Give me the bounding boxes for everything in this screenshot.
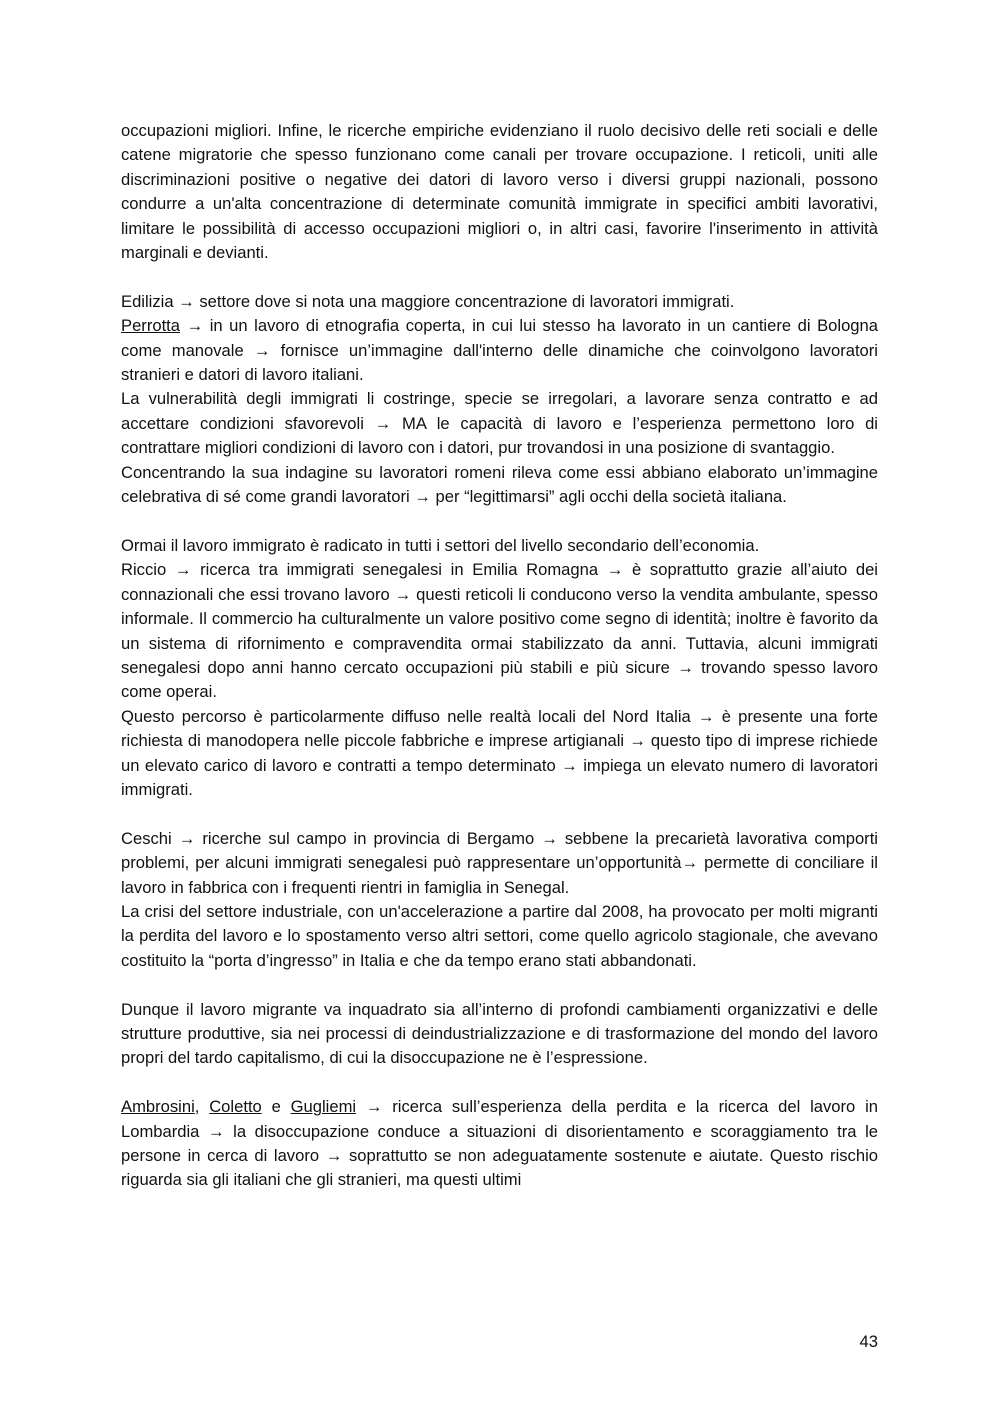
author-separator: , xyxy=(194,1097,210,1117)
paragraph-nord-italia: Questo percorso è particolarmente diffuso nelle realtà locali del Nord Italia → è presente una forte richiesta di manodopera nelle piccole fabbriche e imprese artigianali → questo tipo di imprese richiede un elevato carico di lavoro e contratti a tempo determinato → impiega un elevato numero di lavoratori immigrati. xyxy=(121,706,878,799)
paragraph-spacer xyxy=(121,802,878,826)
paragraph-ambrosini-text: → ricerca sull’esperienza della perdita e la ricerca del lavoro in Lombardia → la disoccupazione conduce a situazioni di disorientamento e scoraggiamento tra le persone in cerca di lavoro → soprattutto se non adeguatamente sostenute e aiutate. Questo rischio riguarda sia gli italiani che gli stranieri, ma questi ultimi xyxy=(121,1097,878,1190)
author-coletto: Coletto xyxy=(209,1097,262,1117)
paragraph-lavoro-migrante: Dunque il lavoro migrante va inquadrato sia all’interno di profondi cambiamenti organizzativi e delle strutture produttive, sia nei processi di deindustrializzazione e di trasformazione del mondo del lavoro propri del tardo capitalismo, di cui la disoccupazione ne è l’espressione. xyxy=(121,999,878,1068)
paragraph-perrotta xyxy=(121,314,878,387)
paragraph-reti-sociali: occupazioni migliori. Infine, le ricerche empiriche evidenziano il ruolo decisivo delle reti sociali e delle catene migratorie che spesso funzionano come canali per trovare occupazione. I reticoli, uniti alle discriminazioni positive o negative dei datori di lavoro verso i diversi gruppi nazionali, possono condurre a un'alta concentrazione di determinate comunità immigrate in specifici ambiti lavorativi, limitare le possibilità di accesso occupazioni migliori o, in altri casi, favorire l'inserimento in attività marginali e devianti. xyxy=(121,121,878,263)
paragraph-ceschi: Ceschi → ricerche sul campo in provincia di Bergamo → sebbene la precarietà lavorativa comporti problemi, per alcuni immigrati senegalesi può rappresentare un’opportunità→ permette di conciliare il lavoro in fabbrica con i frequenti rientri in famiglia in Senegal. xyxy=(121,828,878,897)
author-separator: e xyxy=(261,1097,291,1117)
author-gugliemi: Gugliemi xyxy=(290,1097,357,1117)
paragraph-spacer xyxy=(121,1071,878,1095)
paragraph-riccio: Riccio → ricerca tra immigrati senegalesi in Emilia Romagna → è soprattutto grazie all’aiuto dei connazionali che essi trovano lavoro → questi reticoli li conducono verso la vendita ambulante, spesso informale. Il commercio ha culturalmente un valore positivo come segno di identità; inoltre è favorito da un sistema di rifornimento e compravendita ormai stabilizzato da anni. Tuttavia, alcuni immigrati senegalesi dopo anni hanno cercato occupazioni più stabili e più sicure → trovando spesso lavoro come operai. xyxy=(121,560,878,702)
paragraph-ambrosini-coletto-gugliemi xyxy=(121,1095,878,1193)
paragraph-lavoro-immigrato: Ormai il lavoro immigrato è radicato in tutti i settori del livello secondario dell’economia. xyxy=(121,535,760,555)
page-number: 43 xyxy=(859,1332,878,1351)
paragraph-crisi-settore: La crisi del settore industriale, con un'accelerazione a partire dal 2008, ha provocato per molti migranti la perdita del lavoro e lo spostamento verso altri settori, come quello agricolo stagionale, che avevano costituito la “porta d’ingresso” in Italia e che da tempo erano stati abbandonati. xyxy=(121,901,878,970)
paragraph-spacer xyxy=(121,265,878,289)
paragraph-spacer xyxy=(121,973,878,997)
author-perrotta: Perrotta xyxy=(121,316,181,336)
author-ambrosini: Ambrosini xyxy=(121,1097,195,1117)
paragraph-vulnerabilita: La vulnerabilità degli immigrati li costringe, specie se irregolari, a lavorare senza contratto e ad accettare condizioni sfavorevoli → MA le capacità di lavoro e l’esperienza permettono loro di contrattare migliori condizioni di lavoro con i datori, pur trovandosi in una posizione di svantaggio. xyxy=(121,389,878,458)
paragraph-lavoratori-romeni: Concentrando la sua indagine su lavoratori romeni rileva come essi abbiano elaborato un’immagine celebrativa di sé come grandi lavoratori → per “legittimarsi” agli occhi della società italiana. xyxy=(121,462,878,507)
paragraph-edilizia: Edilizia → settore dove si nota una maggiore concentrazione di lavoratori immigrati. xyxy=(121,291,735,311)
paragraph-perrotta-text: → in un lavoro di etnografia coperta, in cui lui stesso ha lavorato in un cantiere di Bologna come manovale → fornisce un’immagine dall'interno delle dinamiche che coinvolgono lavoratori stranieri e datori di lavoro italiani. xyxy=(121,316,878,385)
paragraph-spacer xyxy=(121,509,878,533)
page-body xyxy=(121,119,878,1193)
